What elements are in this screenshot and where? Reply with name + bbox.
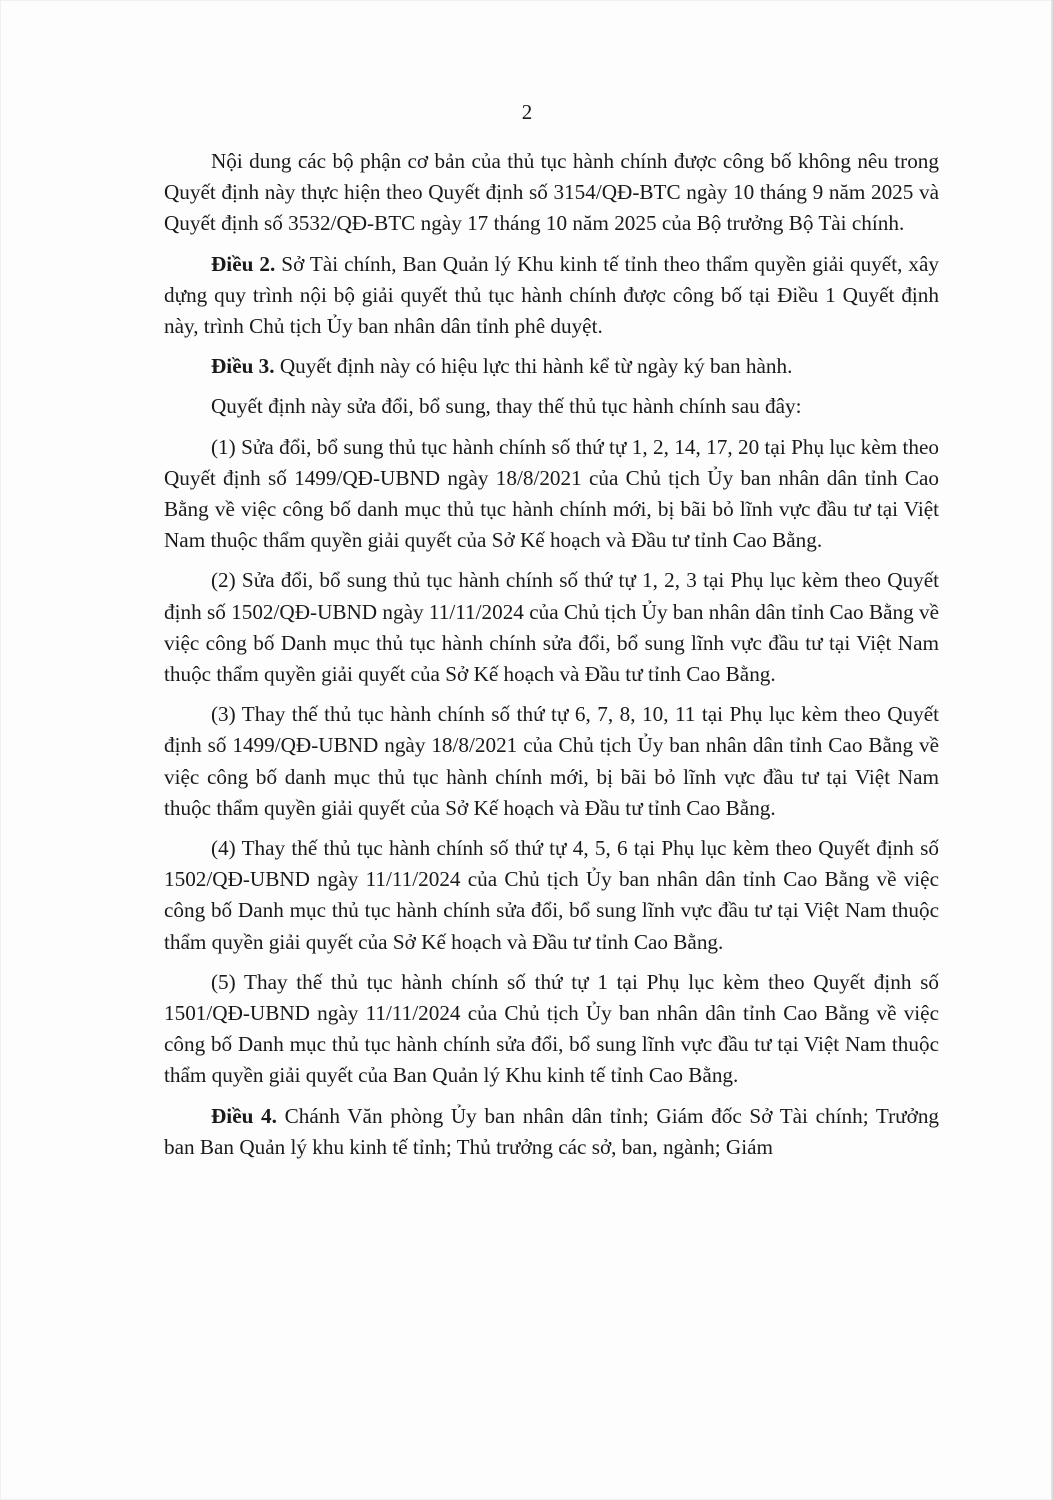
paragraph-text: (3) Thay thế thủ tục hành chính số thứ tự 6, 7, 8, 10, 11 tại Phụ lục kèm theo Quyết định số 1499/QĐ-UBND ngày 18/8/2021 của Chủ tịch Ủy ban nhân dân tỉnh Cao Bằng về việc công bố danh mục thủ tục hành chính mới, bị bãi bỏ lĩnh vực đầu tư tại Việt Nam thuộc thẩm quyền giải quyết của Sở Kế hoạch và Đầu tư tỉnh Cao Bằng. (164, 702, 939, 820)
paragraph-article-4 (164, 1101, 939, 1163)
paragraph-item-4 (164, 833, 939, 958)
article-lead: Điều 3. (211, 354, 275, 379)
paragraph-text: (2) Sửa đổi, bổ sung thủ tục hành chính số thứ tự 1, 2, 3 tại Phụ lục kèm theo Quyết định số 1502/QĐ-UBND ngày 11/11/2024 của Chủ tịch Ủy ban nhân dân tỉnh Cao Bằng về việc công bố Danh mục thủ tục hành chính sửa đổi, bổ sung lĩnh vực đầu tư tại Việt Nam thuộc thẩm quyền giải quyết của Sở Kế hoạch và Đầu tư tỉnh Cao Bằng. (164, 568, 939, 687)
paragraph-content-note (164, 146, 939, 240)
paragraph-text: (4) Thay thế thủ tục hành chính số thứ tự 4, 5, 6 tại Phụ lục kèm theo Quyết định số 1502/QĐ-UBND ngày 11/11/2024 của Chủ tịch Ủy ban nhân dân tỉnh Cao Bằng về việc công bố Danh mục thủ tục hành chính sửa đổi, bổ sung lĩnh vực đầu tư tại Việt Nam thuộc thẩm quyền giải quyết của Sở Kế hoạch và Đầu tư tỉnh Cao Bằng. (164, 836, 939, 954)
paragraph-text: Quyết định này có hiệu lực thi hành kể từ ngày ký ban hành. (274, 354, 793, 379)
page-number: 2 (521, 100, 533, 124)
document-body (164, 146, 939, 1172)
paragraph-article-3 (164, 351, 939, 382)
paragraph-text: (1) Sửa đổi, bổ sung thủ tục hành chính số thứ tự 1, 2, 14, 17, 20 tại Phụ lục kèm theo Quyết định số 1499/QĐ-UBND ngày 18/8/2021 của Chủ tịch Ủy ban nhân dân tỉnh Cao Bằng về việc công bố danh mục thủ tục hành chính mới, bị bãi bỏ lĩnh vực đầu tư tại Việt Nam thuộc thẩm quyền giải quyết của Sở Kế hoạch và Đầu tư tỉnh Cao Bằng. (164, 434, 939, 553)
paragraph-text: Sở Tài chính, Ban Quản lý Khu kinh tế tỉnh theo thẩm quyền giải quyết, xây dựng quy trình nội bộ giải quyết thủ tục hành chính được công bố tại Điều 1 Quyết định này, trình Chủ tịch Ủy ban nhân dân tỉnh phê duyệt. (164, 251, 939, 339)
paragraph-text: (5) Thay thế thủ tục hành chính số thứ tự 1 tại Phụ lục kèm theo Quyết định số 1501/QĐ-UBND ngày 11/11/2024 của Chủ tịch Ủy ban nhân dân tỉnh Cao Bằng về việc công bố Danh mục thủ tục hành chính sửa đổi, bổ sung lĩnh vực đầu tư tại Việt Nam thuộc thẩm quyền giải quyết của Ban Quản lý Khu kinh tế tỉnh Cao Bằng. (164, 969, 939, 1088)
paragraph-article-2 (164, 249, 939, 343)
article-lead: Điều 4. (211, 1103, 277, 1128)
paragraph-item-5 (164, 967, 939, 1092)
paragraph-item-2 (164, 565, 939, 690)
paragraph-text: Chánh Văn phòng Ủy ban nhân dân tỉnh; Giám đốc Sở Tài chính; Trưởng ban Ban Quản lý khu kinh tế tỉnh; Thủ trưởng các sở, ban, ngành; Giám (164, 1103, 940, 1159)
paragraph-item-1 (164, 432, 939, 557)
paragraph-amendment-intro (164, 391, 939, 422)
article-lead: Điều 2. (211, 251, 276, 276)
paragraph-text: Nội dung các bộ phận cơ bản của thủ tục hành chính được công bố không nêu trong Quyết định này thực hiện theo Quyết định số 3154/QĐ-BTC ngày 10 tháng 9 năm 2025 và Quyết định số 3532/QĐ-BTC ngày 17 tháng 10 năm 2025 của Bộ trưởng Bộ Tài chính. (164, 149, 939, 236)
paragraph-text: Quyết định này sửa đổi, bổ sung, thay thế thủ tục hành chính sau đây: (211, 394, 802, 419)
paragraph-item-3 (164, 699, 939, 824)
